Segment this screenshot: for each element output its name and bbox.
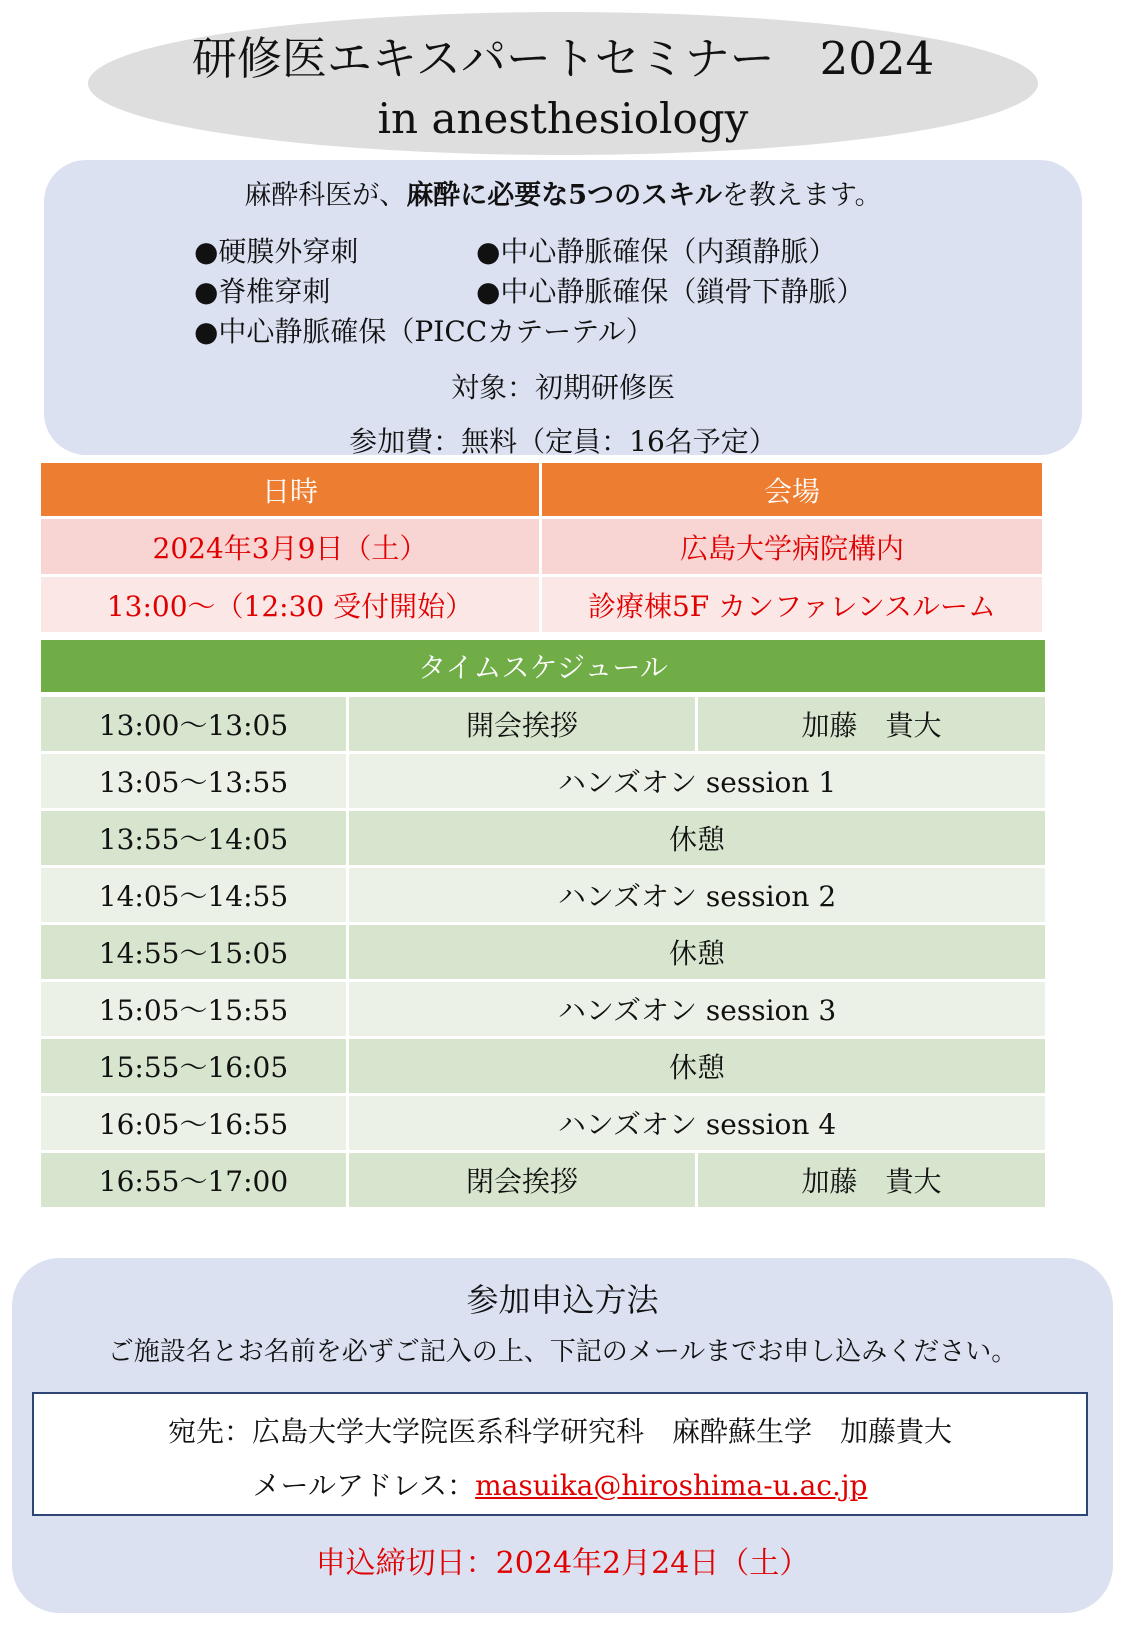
schedule-item: 休憩 [349,811,1045,865]
schedule-item: ハンズオン session 4 [349,1096,1045,1150]
apply-title: 参加申込方法 [466,1281,659,1319]
schedule-time: 14:55～15:05 [41,925,346,979]
skill-item: ●硬膜外穿刺 [194,235,359,268]
schedule-time: 14:05～14:55 [41,868,346,922]
skill-item: ●脊椎穿刺 [194,275,331,308]
intro-bold: 麻酔に必要な5つのスキル [406,180,722,211]
event-time: 13:00～（12:30 受付開始） [41,577,539,632]
intro-text [44,178,1082,214]
contact-email-line [34,1466,1086,1506]
info-panel [44,160,1082,458]
skill-item: ●中心静脈確保（PICCカテーテル） [194,315,654,348]
schedule-time: 13:55～14:05 [41,811,346,865]
application-deadline: 申込締切日：2024年2月24日（土） [315,1546,810,1581]
skill-item: ●中心静脈確保（内頚静脈） [476,235,837,268]
schedule-time: 13:05～13:55 [41,754,346,808]
schedule-item: ハンズオン session 1 [349,754,1045,808]
schedule-item: ハンズオン session 2 [349,868,1045,922]
schedule-item: 開会挨拶 [349,697,695,751]
schedule-item: 休憩 [349,925,1045,979]
contact-address: 宛先：広島大学大学院医系科学研究科 麻酔蘇生学 加藤貴大 [167,1415,952,1448]
schedule-person: 加藤 貴大 [698,697,1045,751]
contact-box [32,1392,1088,1516]
target-audience: 対象：初期研修医 [450,371,675,404]
header-datetime: 日時 [41,463,539,516]
schedule-item: ハンズオン session 3 [349,982,1045,1036]
schedule-item: 休憩 [349,1039,1045,1093]
schedule-time: 15:55～16:05 [41,1039,346,1093]
participation-fee: 参加費：無料（定員：16名予定） [349,425,777,458]
skill-item: ●中心静脈確保（鎖骨下静脈） [476,275,865,308]
schedule-time: 16:55～17:00 [41,1153,346,1207]
header-venue: 会場 [542,463,1042,516]
skills-list [194,232,1074,352]
schedule-item: 閉会挨拶 [349,1153,695,1207]
schedule-header: タイムスケジュール [41,640,1045,692]
apply-description: ご施設名とお名前を必ずご記入の上、下記のメールまでお申し込みください。 [107,1337,1018,1367]
event-room: 診療棟5F カンファレンスルーム [542,577,1042,632]
event-date: 2024年3月9日（土） [41,519,539,574]
apply-panel [12,1258,1113,1613]
schedule-time: 13:00～13:05 [41,697,346,751]
schedule-time: 16:05～16:55 [41,1096,346,1150]
page-subtitle: in anesthesiology [377,94,749,143]
page-title: 研修医エキスパートセミナー 2024 [191,32,935,85]
event-venue: 広島大学病院構内 [542,519,1042,574]
intro-post: を教えます。 [721,180,882,211]
intro-pre: 麻酔科医が、 [244,180,407,211]
email-label: メールアドレス： [252,1469,476,1502]
schedule-person: 加藤 貴大 [698,1153,1045,1207]
email-link[interactable]: masuika@hiroshima-u.ac.jp [475,1469,868,1502]
schedule-time: 15:05～15:55 [41,982,346,1036]
